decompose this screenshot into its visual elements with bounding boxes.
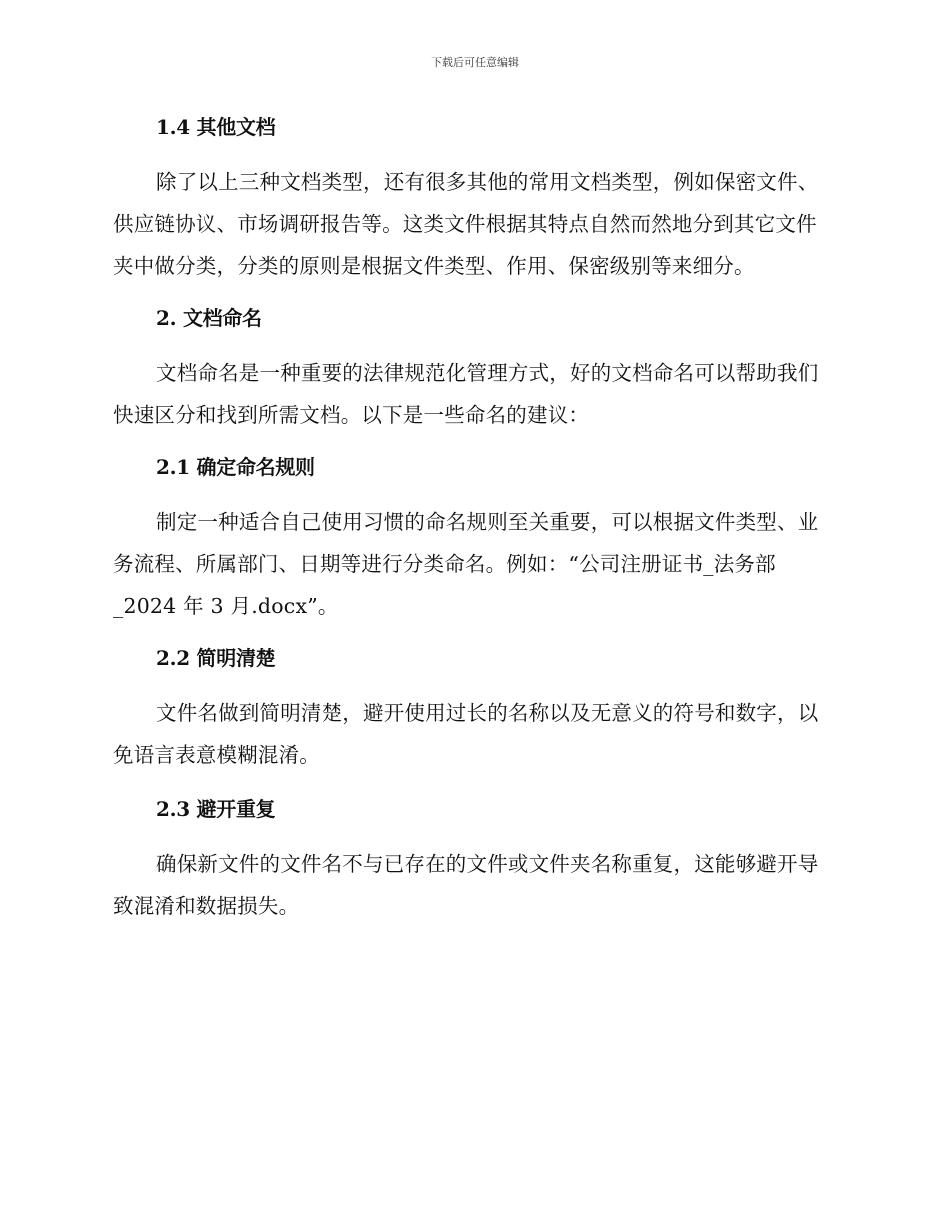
section-heading: 2. 文档命名: [156, 306, 262, 330]
section-2: [113, 303, 833, 436]
section-2-3: [113, 794, 833, 927]
page-header: 下载后可任意编辑: [431, 56, 519, 69]
section-paragraph: 文件名做到简明清楚，避开使用过长的名称以及无意义的符号和数字，以免语言表意模糊混淆。: [113, 701, 819, 767]
section-1-4: [113, 112, 833, 287]
section-paragraph: 除了以上三种文档类型，还有很多其他的常用文档类型，例如保密文件、供应链协议、市场调研报告等。这类文件根据其特点自然而然地分到其它文件夹中做分类，分类的原则是根据文件类型、作用、保密级别等来细分。: [113, 170, 819, 278]
section-paragraph: 确保新文件的文件名不与已存在的文件或文件夹名称重复，这能够避开导致混淆和数据损失。: [113, 852, 819, 918]
section-heading: 2.2 简明清楚: [156, 646, 276, 670]
section-heading: 2.3 避开重复: [156, 797, 276, 821]
section-heading: 1.4 其他文档: [156, 115, 276, 139]
section-paragraph: 制定一种适合自己使用习惯的命名规则至关重要，可以根据文件类型、业务流程、所属部门、日期等进行分类命名。例如：“公司注册证书_法务部_2024 年 3 月.docx”。: [113, 510, 819, 618]
document-body: [113, 112, 833, 943]
section-2-1: [113, 452, 833, 627]
section-paragraph: 文档命名是一种重要的法律规范化管理方式，好的文档命名可以帮助我们快速区分和找到所需文档。以下是一些命名的建议：: [113, 361, 819, 427]
section-2-2: [113, 643, 833, 776]
section-heading: 2.1 确定命名规则: [156, 455, 315, 479]
